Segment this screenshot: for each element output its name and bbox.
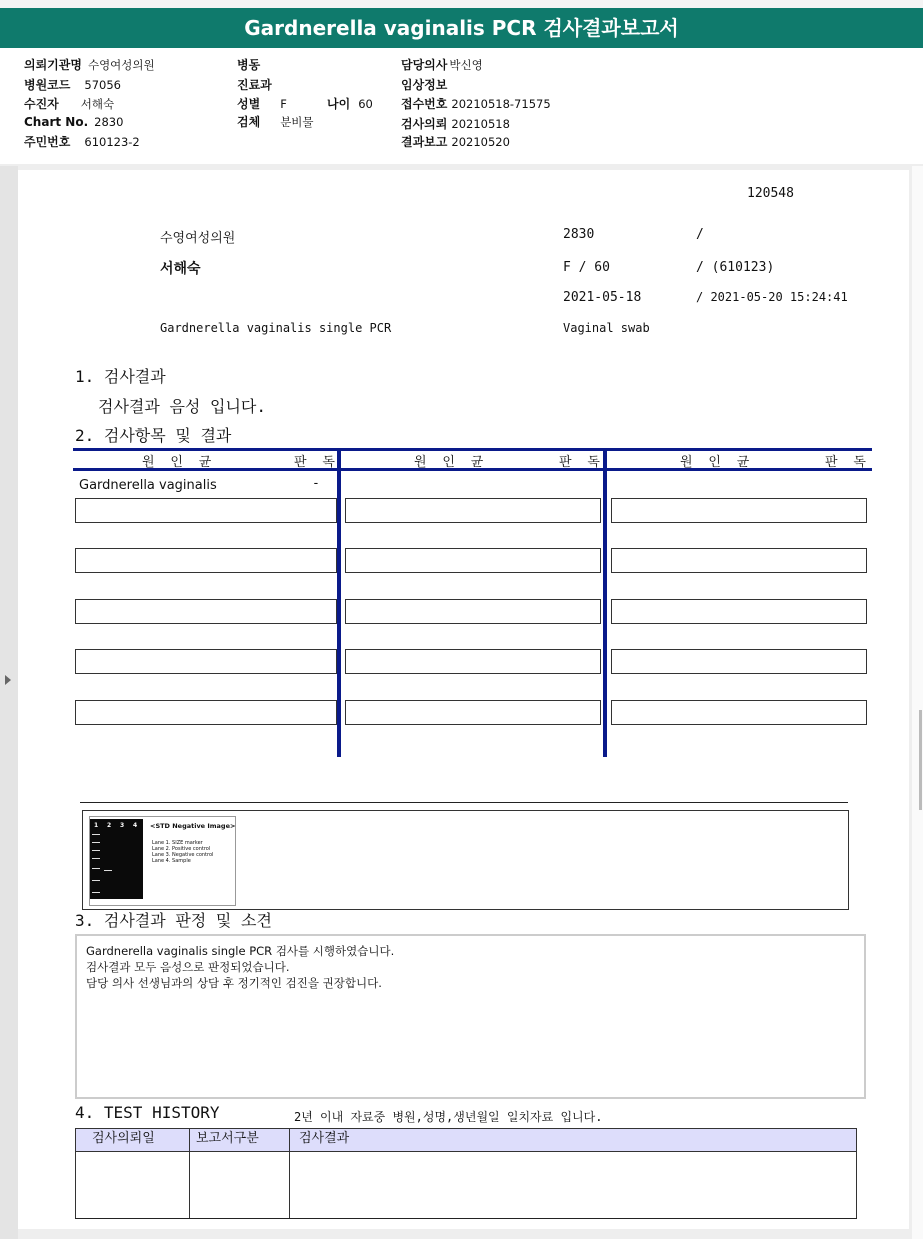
col-header-judge-3: 판 독 <box>825 455 870 470</box>
expand-arrow-icon[interactable] <box>5 675 11 685</box>
comment-line: 검사결과 모두 음성으로 판정되었습니다. <box>86 960 290 974</box>
result-cell <box>611 700 867 725</box>
left-panel-toggle[interactable] <box>0 166 18 1239</box>
field-ward: 병동 <box>237 58 261 72</box>
field-chart-no: Chart No. 2830 <box>24 115 124 129</box>
history-border-left <box>75 1128 76 1219</box>
history-note: 2년 이내 자료중 병원,성명,생년월일 일치자료 입니다. <box>294 1110 603 1124</box>
gel-band <box>92 880 100 881</box>
doc-slash: / <box>696 227 704 242</box>
result-cell <box>345 498 601 523</box>
result-cell <box>611 649 867 674</box>
report-code: 120548 <box>747 186 794 201</box>
section-2-heading: 2. 검사항목 및 결과 <box>75 426 232 445</box>
field-sex: 성별 F <box>237 97 287 111</box>
gel-title: <STD Negative Image> <box>150 822 236 830</box>
table-divider-1 <box>337 448 341 757</box>
history-col-request-date: 검사의뢰일 <box>92 1131 155 1146</box>
history-border-right <box>856 1128 857 1219</box>
result-cell <box>75 599 337 624</box>
result-judge: - <box>312 476 320 491</box>
comment-line: Gardnerella vaginalis single PCR 검사를 시행하였습니다. <box>86 944 395 958</box>
history-divider <box>189 1128 190 1219</box>
doc-sex-age: F / 60 <box>563 260 610 275</box>
gel-band <box>92 868 100 869</box>
result-cell <box>611 599 867 624</box>
field-doctor: 담당의사 박신영 <box>401 58 483 72</box>
section-1-heading: 1. 검사결과 <box>75 367 166 386</box>
gel-electrophoresis-image <box>90 819 143 899</box>
history-col-report-type: 보고서구분 <box>196 1131 259 1146</box>
doc-test-name: Gardnerella vaginalis single PCR <box>160 321 392 335</box>
field-request-date: 검사의뢰 20210518 <box>401 117 510 131</box>
section-3-heading: 3. 검사결과 판정 및 소견 <box>75 911 272 930</box>
gel-band <box>92 834 100 835</box>
vertical-scrollbar[interactable] <box>912 166 923 1239</box>
gel-legend-item: Lane 4. Sample <box>152 858 191 864</box>
section-4-heading: 4. TEST HISTORY <box>75 1103 220 1122</box>
result-cell <box>75 700 337 725</box>
history-divider <box>289 1128 290 1219</box>
doc-specimen: Vaginal swab <box>563 321 650 335</box>
result-cell <box>345 548 601 573</box>
history-bottom-rule <box>75 1218 857 1219</box>
result-cell <box>345 599 601 624</box>
field-receipt-no: 접수번호 20210518-71575 <box>401 97 551 111</box>
doc-hospital: 수영여성의원 <box>160 231 236 246</box>
table-divider-2 <box>603 448 607 757</box>
gel-legend-item: Lane 2. Positive control <box>152 846 211 852</box>
gel-legend-item: Lane 1. SIZE marker <box>152 840 203 846</box>
result-cell <box>345 700 601 725</box>
history-table-header <box>75 1128 857 1152</box>
field-age: 나이 60 <box>327 97 373 111</box>
gel-band <box>92 842 100 843</box>
result-cell <box>611 548 867 573</box>
result-cell <box>75 649 337 674</box>
field-patient: 수진자 서해숙 <box>24 97 115 111</box>
history-col-result: 검사결과 <box>299 1131 350 1146</box>
gel-lane-label: 3 <box>120 822 125 829</box>
gel-separator <box>80 802 848 803</box>
gel-lane-label: 1 <box>94 822 99 829</box>
doc-patient-name: 서해숙 <box>160 261 201 277</box>
doc-report-datetime: / 2021-05-20 15:24:41 <box>696 290 848 304</box>
gel-band <box>92 858 100 859</box>
section-1-result: 검사결과 음성 입니다. <box>98 397 267 416</box>
field-clinical-info: 임상정보 <box>401 78 448 92</box>
col-header-organism-2: 원 인 균 <box>414 455 488 470</box>
field-department: 진료과 <box>237 78 272 92</box>
doc-request-date: 2021-05-18 <box>563 290 642 305</box>
col-header-judge-2: 판 독 <box>559 455 604 470</box>
result-cell <box>75 548 337 573</box>
field-report-date: 결과보고 20210520 <box>401 135 510 149</box>
field-hospital: 의뢰기관명 수영여성의원 <box>24 58 155 72</box>
doc-birth: / (610123) <box>696 260 775 275</box>
doc-chart-no: 2830 <box>563 227 595 242</box>
col-header-organism-3: 원 인 균 <box>680 455 754 470</box>
gel-lane-label: 4 <box>133 822 138 829</box>
col-header-organism-1: 원 인 균 <box>142 455 216 470</box>
result-organism: Gardnerella vaginalis <box>79 478 217 493</box>
field-specimen: 검체 분비물 <box>237 115 314 129</box>
gel-legend-item: Lane 3. Negative control <box>152 852 214 858</box>
field-resident-no: 주민번호 610123-2 <box>24 135 140 149</box>
scrollbar-thumb[interactable] <box>919 710 922 810</box>
result-cell <box>75 498 337 523</box>
field-hospital-code: 병원코드 57056 <box>24 78 121 92</box>
top-strip <box>0 0 923 8</box>
gel-band <box>92 850 100 851</box>
comment-line: 담당 의사 선생님과의 상담 후 정기적인 검진을 권장합니다. <box>86 976 382 990</box>
report-title: Gardnerella vaginalis PCR 검사결과보고서 <box>0 8 923 48</box>
gel-band <box>92 892 100 893</box>
gel-band <box>104 870 112 871</box>
gel-lane-label: 2 <box>107 822 112 829</box>
col-header-judge-1: 판 독 <box>294 455 339 470</box>
result-cell <box>345 649 601 674</box>
result-cell <box>611 498 867 523</box>
report-header <box>0 48 923 164</box>
